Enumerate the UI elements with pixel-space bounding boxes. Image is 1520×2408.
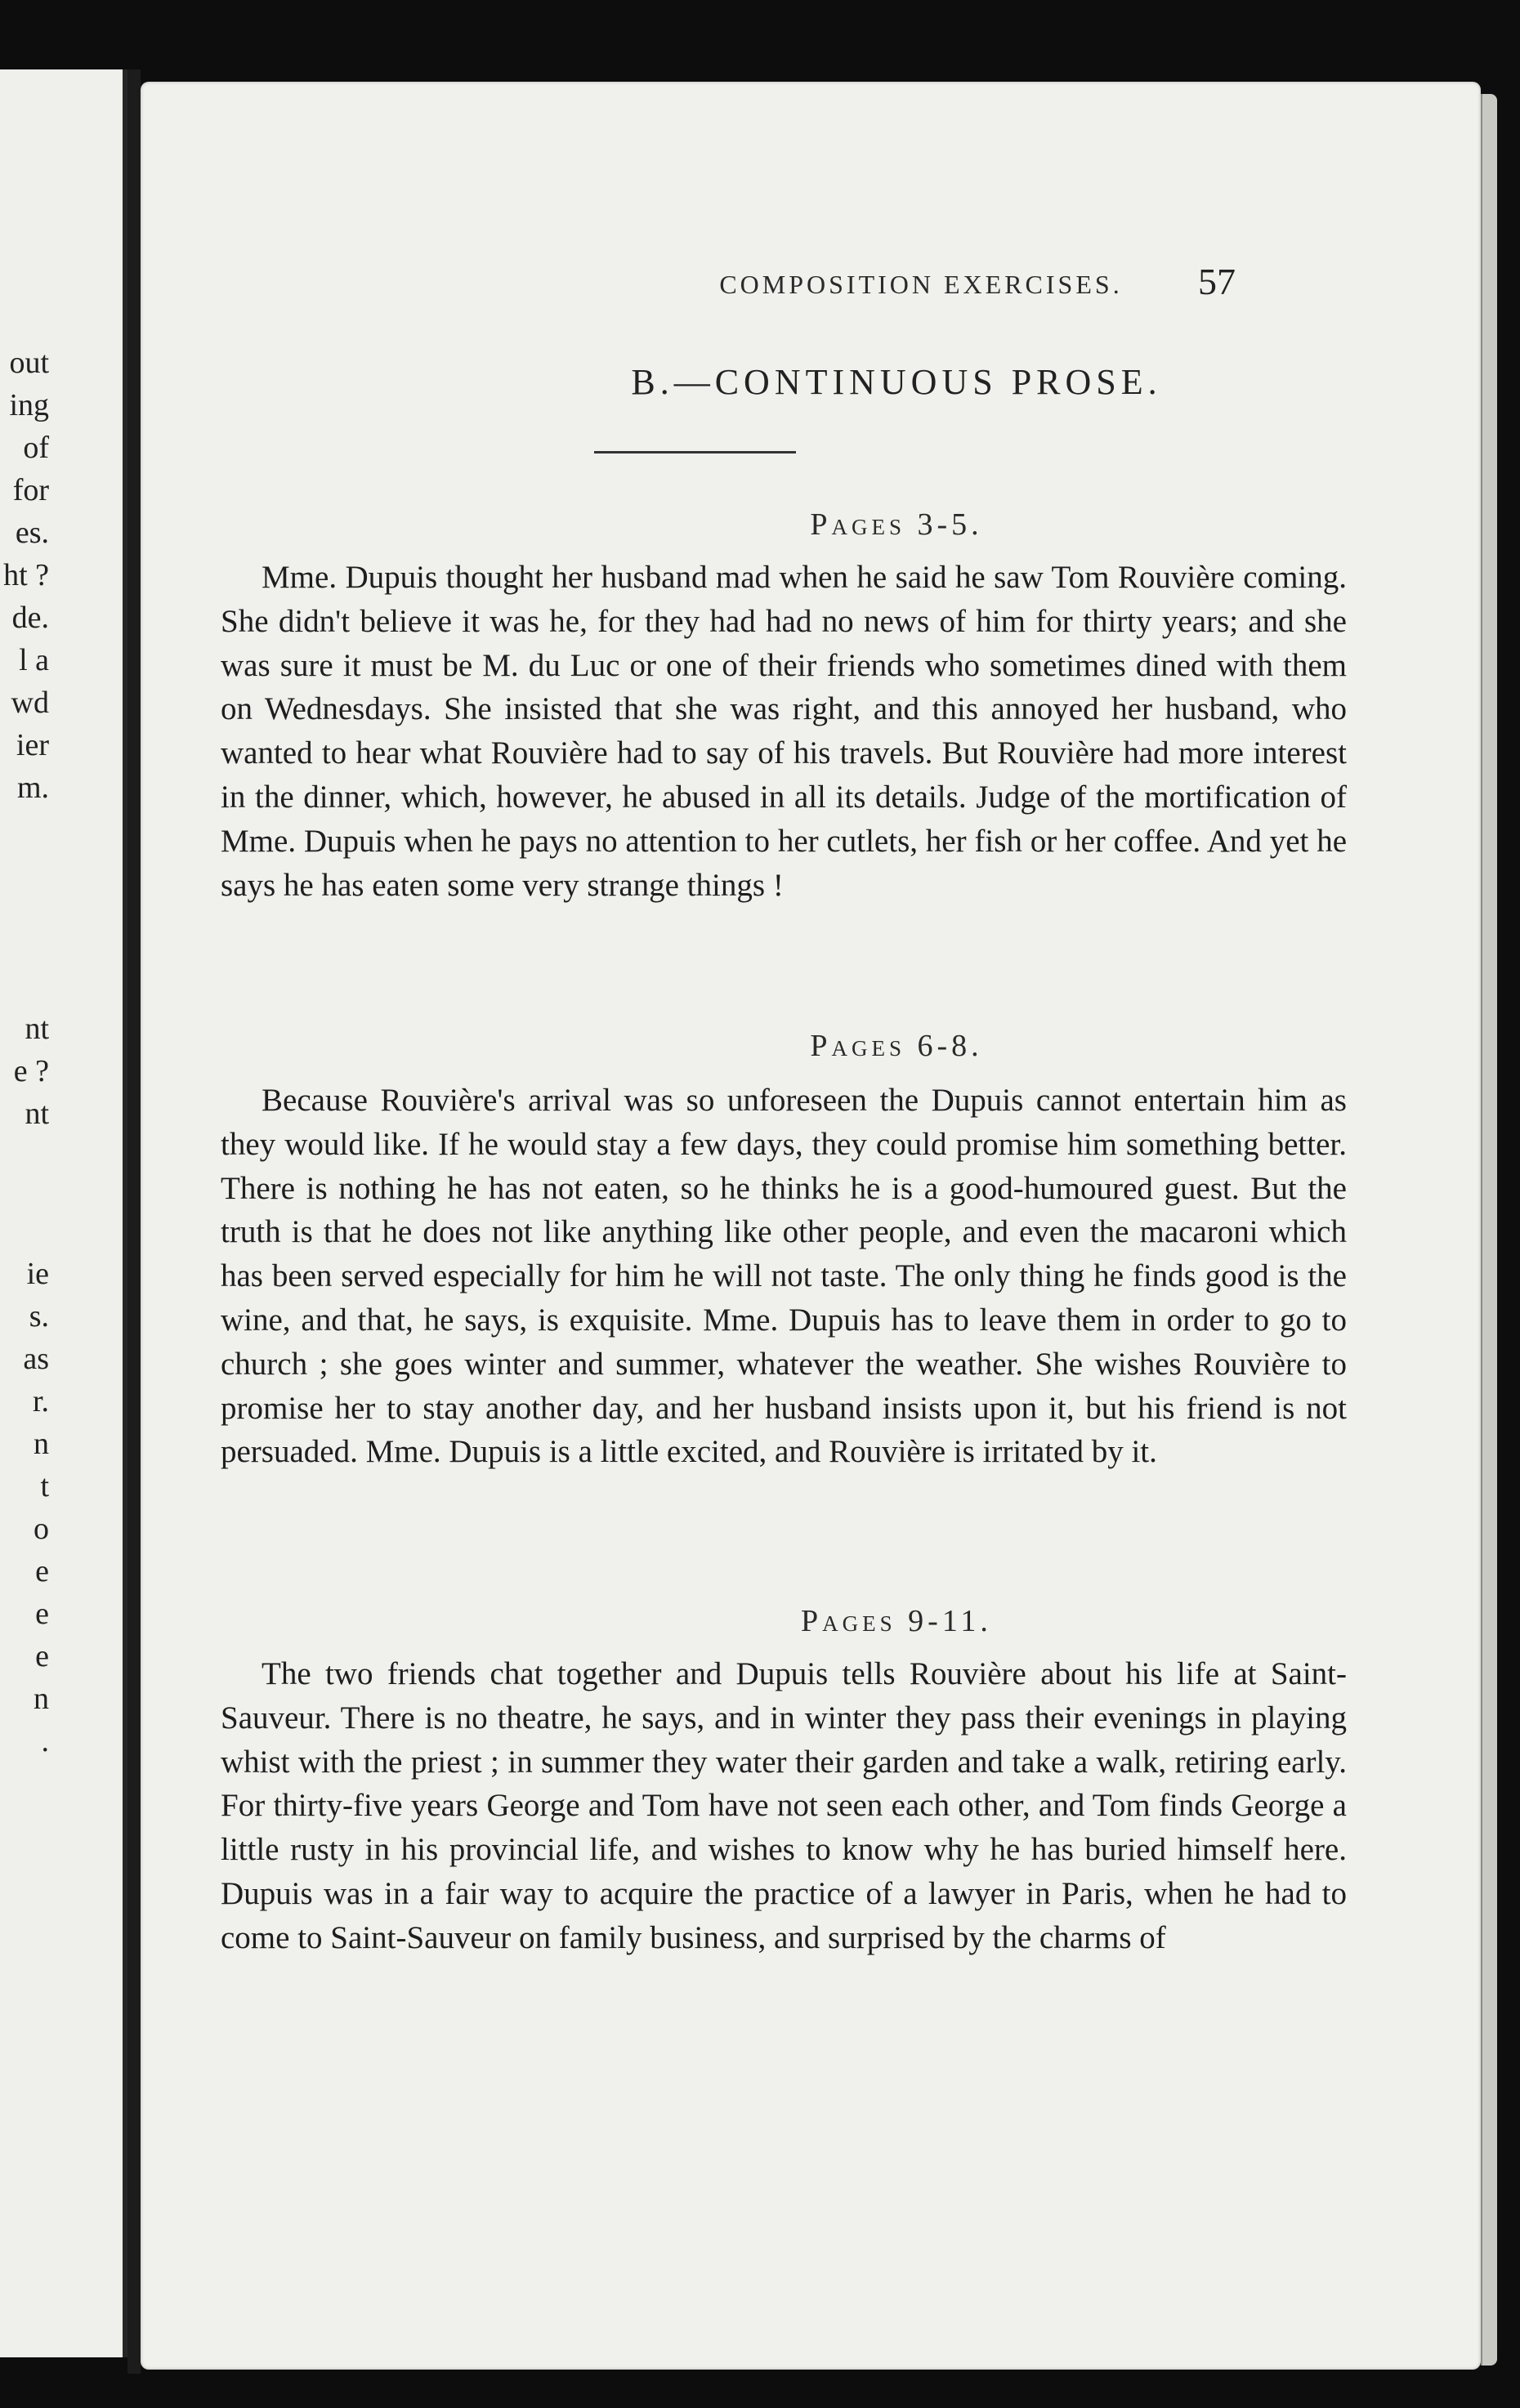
facing-page-word: e ?: [13, 1054, 49, 1088]
facing-page-word: wd: [11, 686, 49, 720]
section-title: B.—CONTINUOUS PROSE.: [631, 362, 1162, 402]
facing-page-word: n: [34, 1682, 49, 1716]
running-head: COMPOSITION EXERCISES.: [719, 270, 1123, 299]
facing-page-word: ier: [16, 728, 49, 762]
book-page: [141, 82, 1481, 2370]
facing-page-word: for: [12, 473, 49, 507]
facing-page-word: n: [34, 1427, 49, 1461]
facing-page-word: out: [9, 346, 49, 380]
facing-page-word: e: [35, 1597, 49, 1631]
facing-page-word: es.: [15, 516, 49, 550]
summary-paragraph: The two friends chat together and Dupuis tells Rouvière about his life at Saint-Sauveur. There is no theatre, he says, and in winter they pass their evenings in playing whist with the priest ; in summer they water their garden and take a walk, retiring early. For thirty-five years George and Tom have not seen each other, and Tom finds George a little rusty in his provincial life, and wishes to know why he has buried himself here. Dupuis was in a fair way to acquire the practice of a lawyer in Paris, when he had to come to Saint-Sauveur on family business, and surprised by the charms of: [221, 1656, 1347, 1955]
facing-page-word: de.: [11, 601, 49, 635]
facing-page-word: o: [34, 1512, 49, 1546]
page-edge: [1481, 94, 1497, 2366]
facing-page-word: l a: [19, 643, 49, 677]
summary-paragraph: Mme. Dupuis thought her husband mad when he said he saw Tom Rouvière coming. She didn't believe it was he, for they had had no news of him for thirty years; and she was sure it must be M. du Luc or one of their friends who sometimes dined with them on Wednesdays. She insisted that she was right, and this annoyed her husband, who wanted to hear what Rouvière had to say of his travels. But Rouvière had more interest in the dinner, which, however, he abused in all its details. Judge of the mortification of Mme. Dupuis when he pays no attention to her cutlets, her fish or her coffee. And yet he says he has eaten some very strange things !: [221, 560, 1347, 903]
facing-page-word: t: [40, 1469, 49, 1503]
facing-page-word: m.: [16, 771, 49, 805]
facing-page-word: ht ?: [3, 558, 49, 592]
book-spine: [127, 69, 141, 2374]
facing-page-word: ie: [26, 1257, 49, 1291]
facing-page-word: as: [23, 1342, 49, 1376]
section-heading: Pages 9-11.: [801, 1604, 992, 1638]
facing-page-word: r.: [32, 1384, 49, 1418]
summary-paragraph: Because Rouvière's arrival was so unforeseen the Dupuis cannot entertain him as they would like. If he would stay a few days, they could promise him something better. There is nothing he has not eaten, so he thinks he is a good-humoured guest. But the truth is that he does not like anything like other people, and even the macaroni which has been served especially for him he will not taste. The only thing he finds good is the wine, and that, he says, is exquisite. Mme. Dupuis has to leave them in order to go to church ; she goes winter and summer, whatever the weather. She wishes Rouvière to promise her to stay another day, and her husband insists upon it, but his friend is not persuaded. Mme. Dupuis is a little excited, and Rouvière is irritated by it.: [221, 1083, 1347, 1470]
facing-page-word: ing: [9, 388, 49, 422]
page-number: 57: [1198, 261, 1236, 302]
facing-page-word: nt: [25, 1012, 49, 1046]
facing-page-word: of: [23, 431, 49, 465]
facing-page-fragment: [0, 69, 127, 2357]
facing-page-word: nt: [25, 1097, 49, 1131]
divider-rule: [594, 451, 796, 453]
facing-page-word: .: [41, 1724, 49, 1758]
facing-page-word: e: [35, 1639, 49, 1673]
facing-page-word: s.: [29, 1299, 49, 1334]
section-heading: Pages 3-5.: [810, 507, 983, 542]
section-heading: Pages 6-8.: [810, 1029, 983, 1063]
facing-page-word: e: [35, 1554, 49, 1588]
